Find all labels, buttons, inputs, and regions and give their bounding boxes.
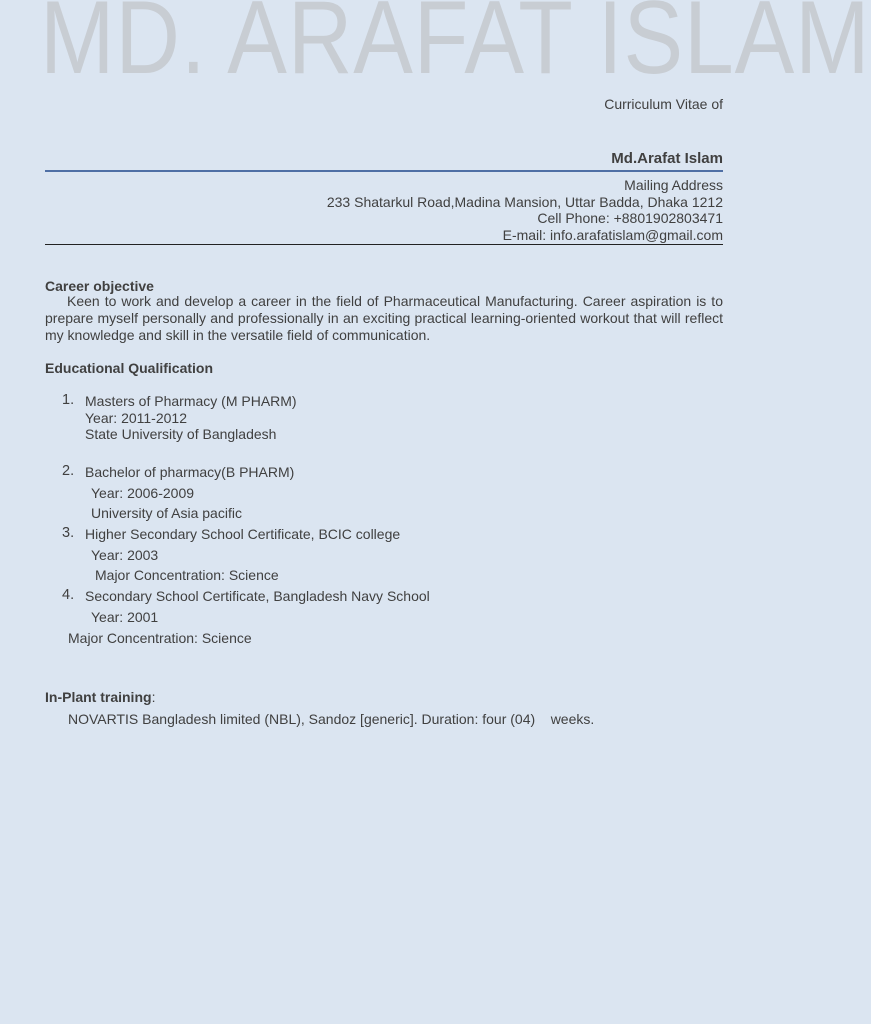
training-text: NOVARTIS Bangladesh limited (NBL), Sandoz [generic]. Duration: four (04) weeks. — [68, 711, 595, 727]
training-heading-colon: : — [151, 689, 156, 705]
edu-item-1-detail: State University of Bangladesh — [85, 426, 277, 442]
cv-label: Curriculum Vitae of — [604, 96, 723, 112]
edu-item-1-year: Year: 2011-2012 — [85, 410, 187, 426]
address: 233 Shatarkul Road,Madina Mansion, Uttar Badda, Dhaka 1212 — [326, 193, 723, 210]
edu-item-3-detail: Major Concentration: Science — [95, 567, 279, 583]
edu-item-1-number: 1. — [62, 392, 75, 408]
edu-item-1-title: Masters of Pharmacy (M PHARM) — [85, 393, 297, 409]
edu-item-3-year: Year: 2003 — [91, 547, 159, 563]
edu-item-4-detail: Major Concentration: Science — [68, 630, 252, 646]
mailing-label: Mailing Address — [624, 177, 723, 193]
edu-item-2-year: Year: 2006-2009 — [91, 485, 195, 501]
edu-item-4-year: Year: 2001 — [91, 609, 159, 625]
edu-item-4-title: Secondary School Certificate, Bangladesh Navy School — [85, 588, 430, 604]
edu-item-2-number: 2. — [62, 463, 75, 479]
edu-item-3-number: 3. — [62, 525, 75, 541]
education-heading: Educational Qualification — [45, 360, 214, 376]
name-watermark: MD. ARAFAT ISLAM — [40, 0, 871, 96]
training-heading — [45, 689, 155, 705]
phone: Cell Phone: +8801902803471 — [537, 210, 723, 226]
edu-item-2-title: Bachelor of pharmacy(B PHARM) — [85, 464, 295, 480]
edu-item-2-detail: University of Asia pacific — [91, 505, 242, 521]
contact-block — [327, 177, 723, 243]
career-objective-text: Keen to work and develop a career in the field of Pharmaceutical Manufacturing. Career aspiration is to prepare myself personally and professionally in an exciting practical learning-oriented workout that will reflect my knowledge and skill in the versatile field of communication. — [45, 293, 723, 343]
candidate-name: Md.Arafat Islam — [611, 150, 723, 167]
training-heading-label: In-Plant training — [45, 689, 152, 705]
email: E-mail: info.arafatislam@gmail.com — [502, 226, 723, 243]
header-rule-blue — [45, 170, 723, 172]
career-heading: Career objective — [45, 278, 154, 294]
edu-item-4-number: 4. — [62, 587, 75, 603]
edu-item-3-title: Higher Secondary School Certificate, BCIC college — [85, 526, 401, 542]
header-rule-dark — [45, 244, 723, 245]
